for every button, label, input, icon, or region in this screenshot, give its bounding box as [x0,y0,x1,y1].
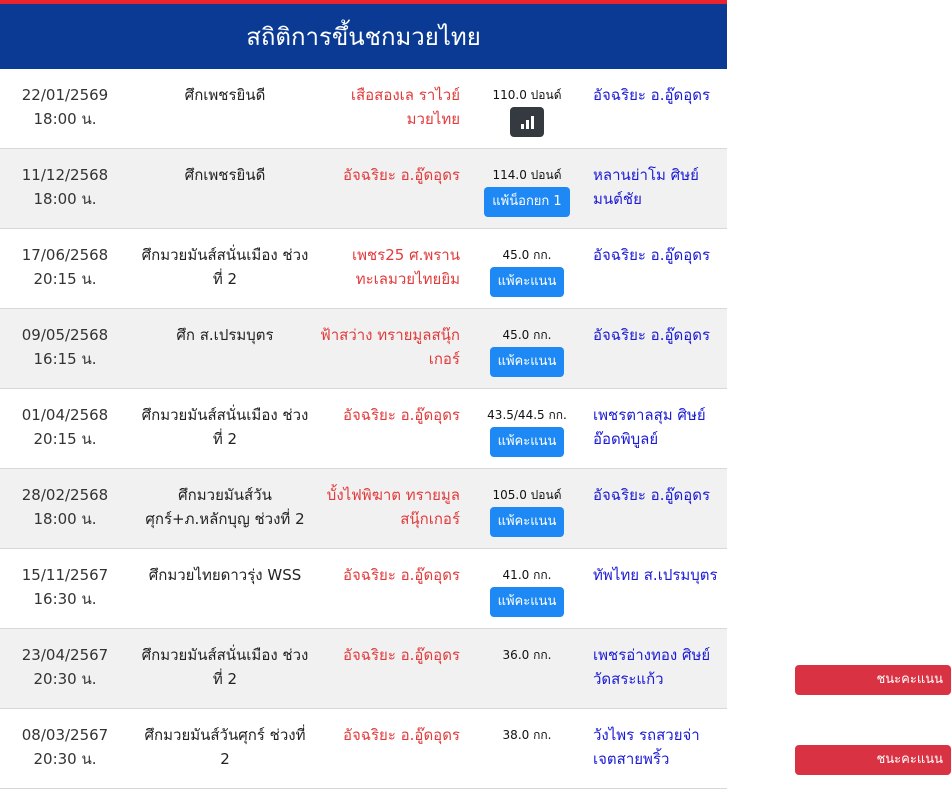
event-name[interactable]: ศึกเพชรยินดี [184,166,266,184]
fight-date [0,243,130,291]
fight-date [0,723,130,771]
weight-class: 105.0 ปอนด์ [492,488,562,502]
result-badge[interactable]: แพ้คะแนน [490,347,565,377]
red-corner-fighter[interactable]: อัจฉริยะ อ.อู๊ดอุดร [342,566,460,584]
event-name[interactable]: ศึกมวยมันส์สนั่นเมือง ช่วงที่ 2 [141,246,309,288]
date-text: 08/03/2567 [21,726,109,744]
fight-row [0,549,727,629]
time-text: 18:00 น. [33,510,97,528]
date-text: 28/02/2568 [21,486,109,504]
blue-corner-fighter[interactable]: อัจฉริยะ อ.อู๊ดอุดร [593,246,711,264]
blue-corner-fighter[interactable]: วังไพร รถสวยจ่าเจตสายพริ้ว [593,726,700,768]
time-text: 20:30 น. [33,750,97,768]
date-text: 11/12/2568 [21,166,109,184]
fight-date [0,403,130,451]
event-name[interactable]: ศึกมวยมันส์วันศุกร์+ภ.หลักบุญ ช่วงที่ 2 [145,486,305,528]
fight-record-list [0,69,943,789]
fight-details [475,407,579,457]
event-name[interactable]: ศึกเพชรยินดี [184,86,266,104]
weight-class: 38.0 กก. [502,728,552,742]
fight-date [0,83,130,131]
red-corner-fighter[interactable]: อัจฉริยะ อ.อู๊ดอุดร [342,166,460,184]
fight-details [475,567,579,617]
bar-chart-icon[interactable] [510,107,544,137]
blue-corner-fighter[interactable]: เพชรตาลสุม ศิษย์อ๊อดพิบูลย์ [593,406,706,448]
red-corner-fighter[interactable]: ฟ้าสว่าง ทรายมูลสนุ๊กเกอร์ [320,326,460,368]
time-text: 16:15 น. [33,350,97,368]
fight-row [0,389,727,469]
red-corner-fighter[interactable]: อัจฉริยะ อ.อู๊ดอุดร [342,406,460,424]
fight-row [0,69,727,149]
result-badge[interactable]: ชนะคะแนน [795,745,951,775]
red-corner-fighter[interactable]: อัจฉริยะ อ.อู๊ดอุดร [342,646,460,664]
event-name[interactable]: ศึกมวยไทยดาวรุ่ง WSS [148,566,302,584]
red-corner-fighter[interactable]: เพชร25 ศ.พรานทะเลมวยไทยยิม [351,246,460,288]
time-text: 20:15 น. [33,430,97,448]
page-header [0,4,727,69]
fight-row [0,629,943,709]
red-corner-fighter[interactable]: อัจฉริยะ อ.อู๊ดอุดร [342,726,460,744]
blue-corner-fighter[interactable]: อัจฉริยะ อ.อู๊ดอุดร [593,86,711,104]
weight-class: 41.0 กก. [502,568,552,582]
weight-class: 114.0 ปอนด์ [492,168,562,182]
weight-class: 45.0 กก. [502,248,552,262]
fight-row [0,309,727,389]
result-badge[interactable]: แพ้คะแนน [490,587,565,617]
date-text: 09/05/2568 [21,326,109,344]
fight-details [475,247,579,297]
date-text: 17/06/2568 [21,246,109,264]
weight-class: 110.0 ปอนด์ [492,88,562,102]
weight-class: 43.5/44.5 กก. [487,408,567,422]
fight-row [0,229,727,309]
fight-details [475,167,579,217]
red-corner-fighter[interactable]: บั้งไฟพิฆาต ทรายมูลสนุ๊กเกอร์ [326,486,460,528]
date-text: 22/01/2569 [21,86,109,104]
fight-row [0,149,727,229]
blue-corner-fighter[interactable]: หลานย่าโม ศิษย์มนต์ชัย [593,166,699,208]
result-badge[interactable]: แพ้คะแนน [490,427,565,457]
event-name[interactable]: ศึก ส.เปรมบุตร [176,326,274,344]
weight-class: 36.0 กก. [502,648,552,662]
result-badge[interactable]: แพ้คะแนน [490,267,565,297]
date-text: 15/11/2567 [21,566,109,584]
blue-corner-fighter[interactable]: เพชรอ่างทอง ศิษย์วัดสระแก้ว [593,646,711,688]
event-name[interactable]: ศึกมวยมันส์สนั่นเมือง ช่วงที่ 2 [141,646,309,688]
fight-details [475,487,579,537]
weight-class: 45.0 กก. [502,328,552,342]
fight-details [475,87,579,137]
result-badge[interactable]: แพ้น็อกยก 1 [484,187,569,217]
fight-date [0,323,130,371]
time-text: 18:00 น. [33,110,97,128]
fight-date [0,163,130,211]
fight-row [0,469,727,549]
event-name[interactable]: ศึกมวยมันส์สนั่นเมือง ช่วงที่ 2 [141,406,309,448]
date-text: 23/04/2567 [21,646,109,664]
result-badge[interactable]: แพ้คะแนน [490,507,565,537]
time-text: 18:00 น. [33,190,97,208]
fight-date [0,563,130,611]
time-text: 20:15 น. [33,270,97,288]
blue-corner-fighter[interactable]: อัจฉริยะ อ.อู๊ดอุดร [593,326,711,344]
fight-row [0,709,943,789]
page-title: สถิติการขึ้นชกมวยไทย [246,23,481,51]
fight-details [475,327,579,377]
date-text: 01/04/2568 [21,406,109,424]
fight-date [0,483,130,531]
time-text: 16:30 น. [33,590,97,608]
event-name[interactable]: ศึกมวยมันส์วันศุกร์ ช่วงที่ 2 [144,726,306,768]
blue-corner-fighter[interactable]: ทัพไทย ส.เปรมบุตร [593,566,718,584]
fight-date [0,643,130,691]
time-text: 20:30 น. [33,670,97,688]
blue-corner-fighter[interactable]: อัจฉริยะ อ.อู๊ดอุดร [593,486,711,504]
result-badge[interactable]: ชนะคะแนน [795,665,951,695]
red-corner-fighter[interactable]: เสือสองเล ราไวย์มวยไทย [350,86,460,128]
